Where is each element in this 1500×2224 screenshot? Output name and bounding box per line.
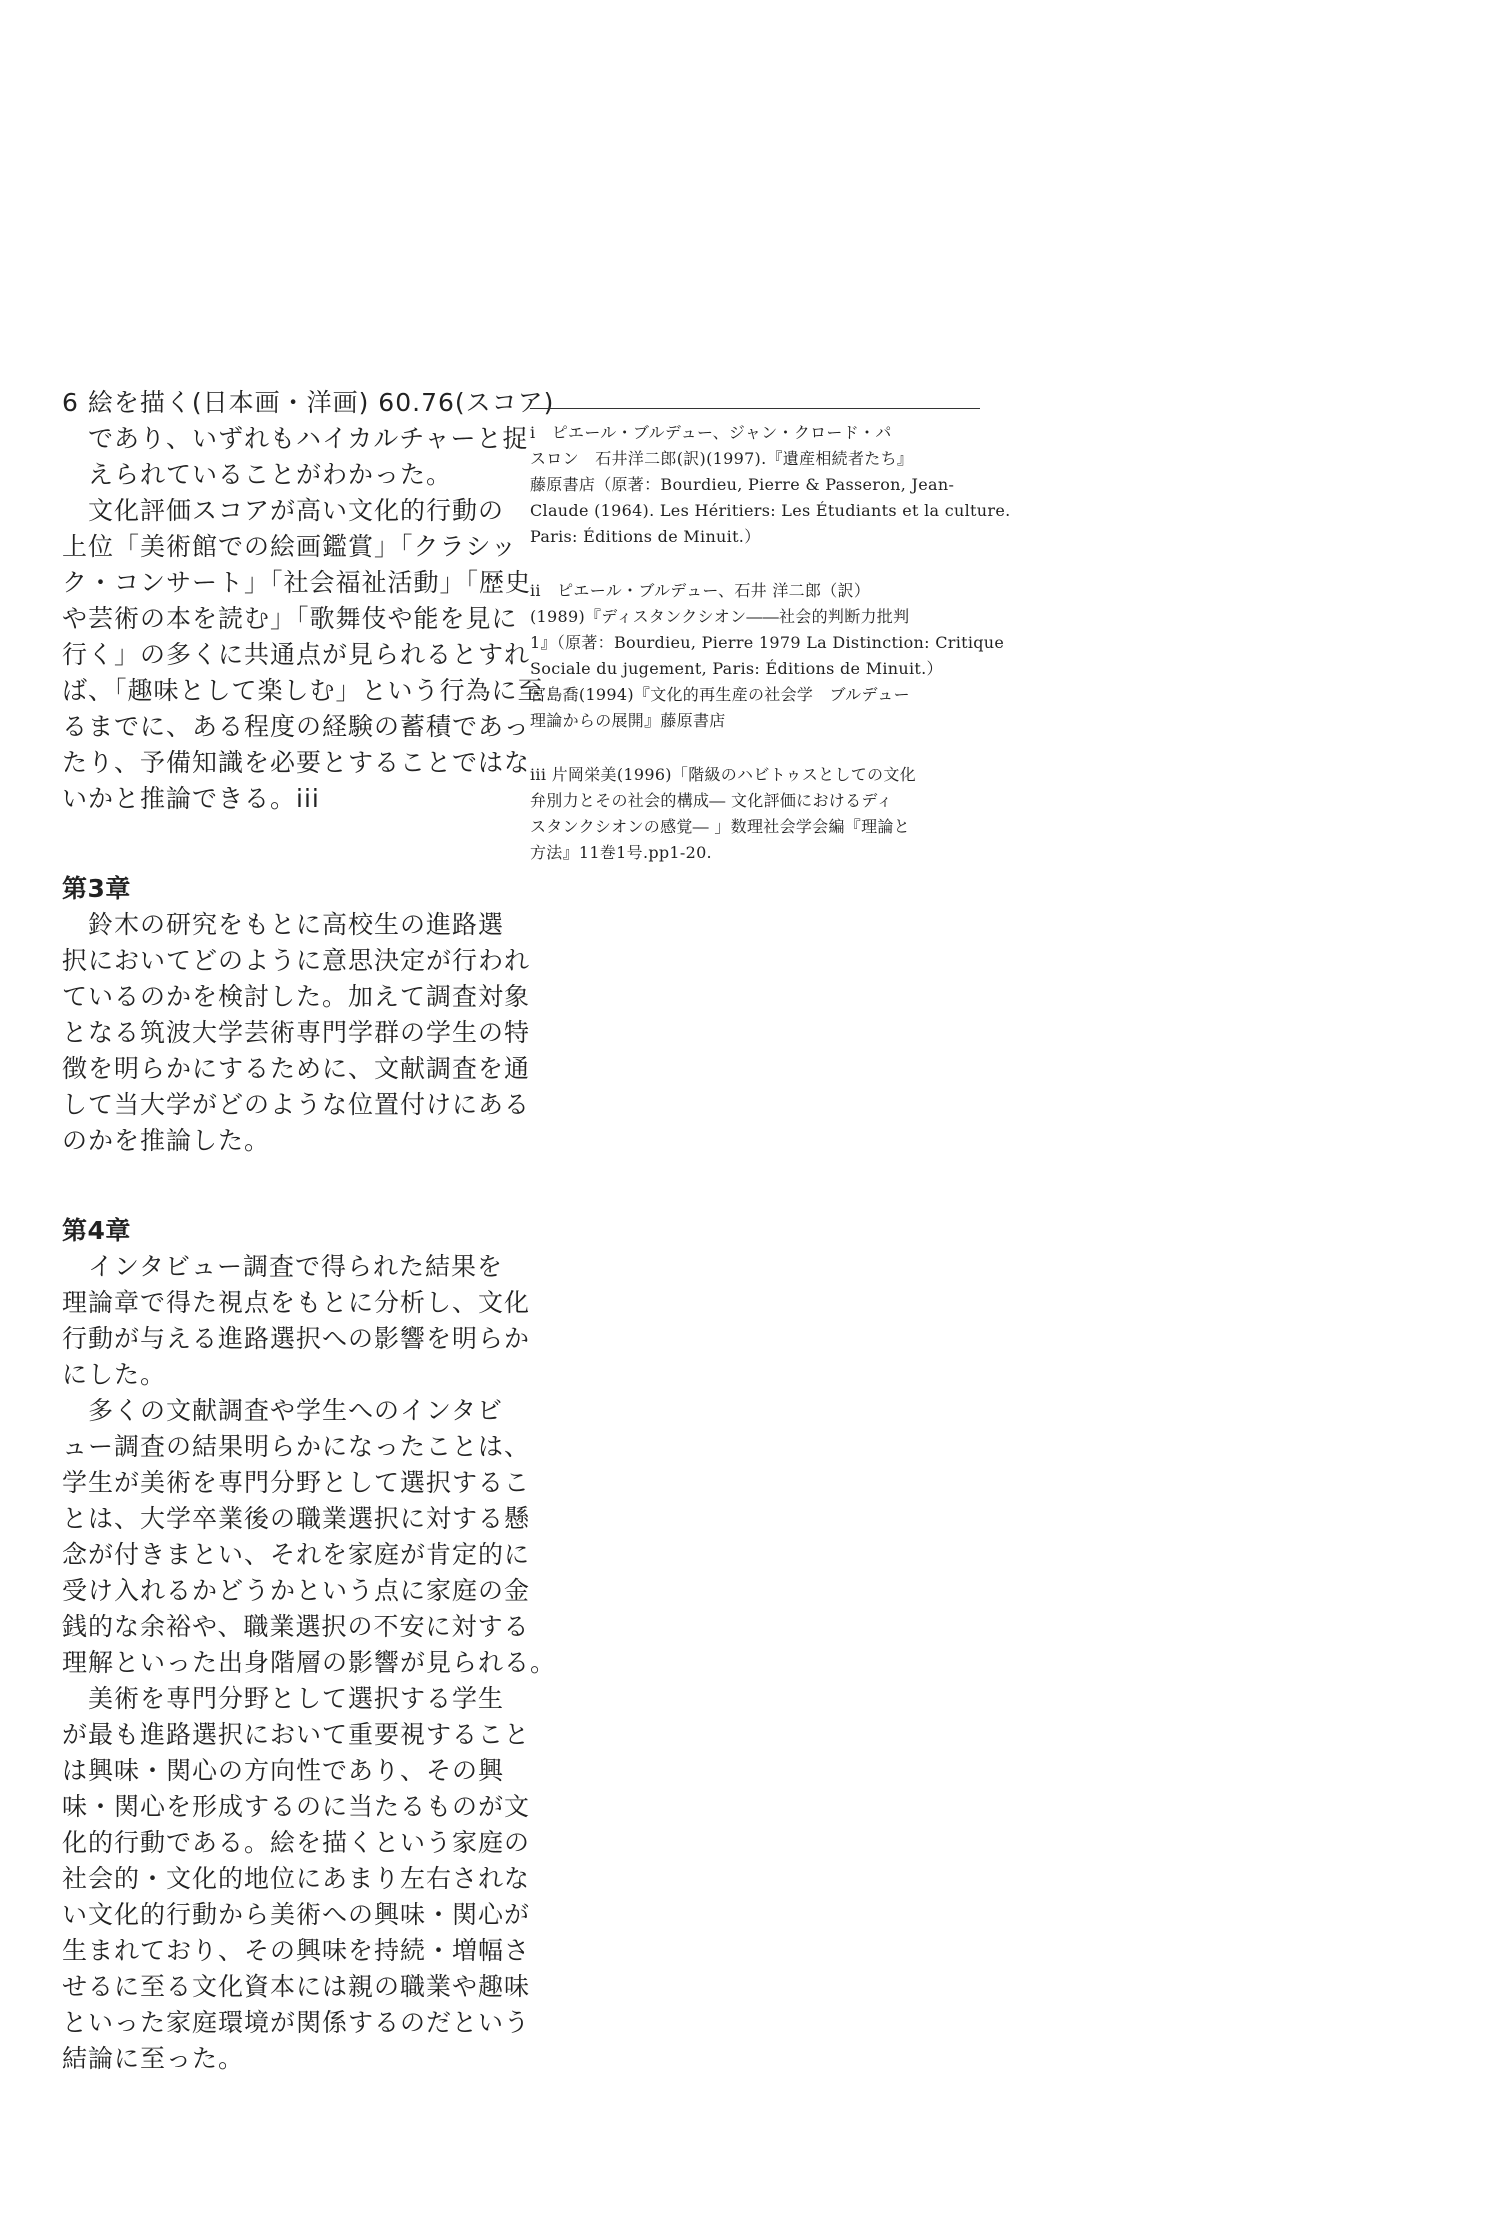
body-line: せるに至る文化資本には親の職業や趣味 xyxy=(62,1972,531,2001)
body-line: とは、大学卒業後の職業選択に対する懸 xyxy=(62,1504,531,1533)
body-line: 銭的な余裕や、職業選択の不安に対する xyxy=(62,1612,530,1641)
notes-divider xyxy=(530,408,980,409)
body-line: ク・コンサート」「社会福祉活動」「歴史 xyxy=(62,568,532,597)
note-i-line: スロン 石井洋二郎(訳)(1997).『遺産相続者たち』 xyxy=(530,449,914,468)
note-i-line: Paris: Éditions de Minuit.） xyxy=(530,527,761,546)
body-line: 念が付きまとい、それを家庭が肯定的に xyxy=(62,1540,531,1569)
body-line: 行動が与える進路選択への影響を明らか xyxy=(62,1324,531,1353)
body-line: 6 絵を描く(日本画・洋画) 60.76(スコア) xyxy=(62,388,555,417)
body-line: 択においてどのように意思決定が行われ xyxy=(62,946,531,975)
note-ii-line: (1989)『ディスタンクシオン――社会的判断力批判 xyxy=(530,607,910,626)
note-ii-line: ii ピエール・ブルデュー、石井 洋二郎（訳） xyxy=(530,581,871,600)
body-line: 味・関心を形成するのに当たるものが文 xyxy=(62,1792,531,1821)
body-line: えられていることがわかった。 xyxy=(62,460,453,489)
body-line: のかを推論した。 xyxy=(62,1126,271,1155)
body-line: して当大学がどのような位置付けにある xyxy=(62,1090,531,1119)
body-line: 化的行動である。絵を描くという家庭の xyxy=(62,1828,531,1857)
note-iii-line: 方法』11巻1号.pp1-20. xyxy=(530,843,712,862)
body-line: にした。 xyxy=(62,1360,167,1389)
body-line: 受け入れるかどうかという点に家庭の金 xyxy=(62,1576,531,1605)
note-ii-line: Sociale du jugement, Paris: Éditions de Minuit.） xyxy=(530,659,943,678)
section-heading-chapter-3: 第3章 xyxy=(62,874,131,903)
body-line: であり、いずれもハイカルチャーと捉 xyxy=(62,424,529,453)
body-line: 行く」の多くに共通点が見られるとすれ xyxy=(62,640,531,669)
note-i-line: 藤原書店（原著：Bourdieu, Pierre & Passeron, Jean- xyxy=(530,475,955,494)
body-line: 理解といった出身階層の影響が見られる。 xyxy=(62,1648,557,1677)
body-line: 生まれており、その興味を持続・増幅さ xyxy=(62,1936,531,1965)
note-i-line: i ピエール・ブルデュー、ジャン・クロード・パ xyxy=(530,423,892,442)
body-line: 多くの文献調査や学生へのインタビ xyxy=(62,1396,504,1425)
note-i-line: Claude (1964). Les Héritiers: Les Étudiants et la culture. xyxy=(530,501,1011,520)
body-line: 鈴木の研究をもとに高校生の進路選 xyxy=(62,910,505,939)
note-iii-line: 弁別力とその社会的構成― 文化評価におけるディ xyxy=(530,791,893,810)
body-line: や芸術の本を読む」「歌舞伎や能を見に xyxy=(62,604,518,633)
body-line: といった家庭環境が関係するのだという xyxy=(62,2008,531,2037)
body-line: 美術を専門分野として選択する学生 xyxy=(62,1684,505,1713)
note-ii-line: 宮島喬(1994)『文化的再生産の社会学 ブルデュー xyxy=(530,685,910,704)
body-line: 徴を明らかにするために、文献調査を通 xyxy=(62,1054,531,1083)
body-line: 理論章で得た視点をもとに分析し、文化 xyxy=(62,1288,531,1317)
body-line: たり、予備知識を必要とすることではな xyxy=(62,748,531,777)
body-line: となる筑波大学芸術専門学群の学生の特 xyxy=(62,1018,531,1047)
note-ii-line: 1』（原著：Bourdieu, Pierre 1979 La Distinction: Critique xyxy=(530,633,1005,652)
body-line: 結論に至った。 xyxy=(62,2044,245,2073)
section-heading-chapter-4: 第4章 xyxy=(62,1216,131,1245)
body-line: い文化的行動から美術への興味・関心が xyxy=(62,1900,531,1929)
body-line: るまでに、ある程度の経験の蓄積であっ xyxy=(62,712,530,741)
body-line: は興味・関心の方向性であり、その興 xyxy=(62,1756,505,1785)
body-line: 学生が美術を専門分野として選択するこ xyxy=(62,1468,531,1497)
body-line: インタビュー調査で得られた結果を xyxy=(62,1252,504,1281)
note-iii-line: iii 片岡栄美(1996)「階級のハビトゥスとしての文化 xyxy=(530,765,916,784)
body-line: 社会的・文化的地位にあまり左右されな xyxy=(62,1864,531,1893)
body-line: 上位「美術館での絵画鑑賞」「クラシッ xyxy=(62,532,518,561)
body-line: 文化評価スコアが高い文化的行動の xyxy=(62,496,505,525)
body-line: が最も進路選択において重要視すること xyxy=(62,1720,531,1749)
body-line: ば、「趣味として楽しむ」という行為に至 xyxy=(62,676,544,705)
body-line: いかと推論できる。iii xyxy=(62,784,320,813)
body-line: ュー調査の結果明らかになったことは、 xyxy=(62,1432,531,1461)
note-ii-line: 理論からの展開』藤原書店 xyxy=(530,711,726,730)
note-iii-line: スタンクシオンの感覚― 」数理社会学会編『理論と xyxy=(530,817,910,836)
body-line: ているのかを検討した。加えて調査対象 xyxy=(62,982,531,1011)
